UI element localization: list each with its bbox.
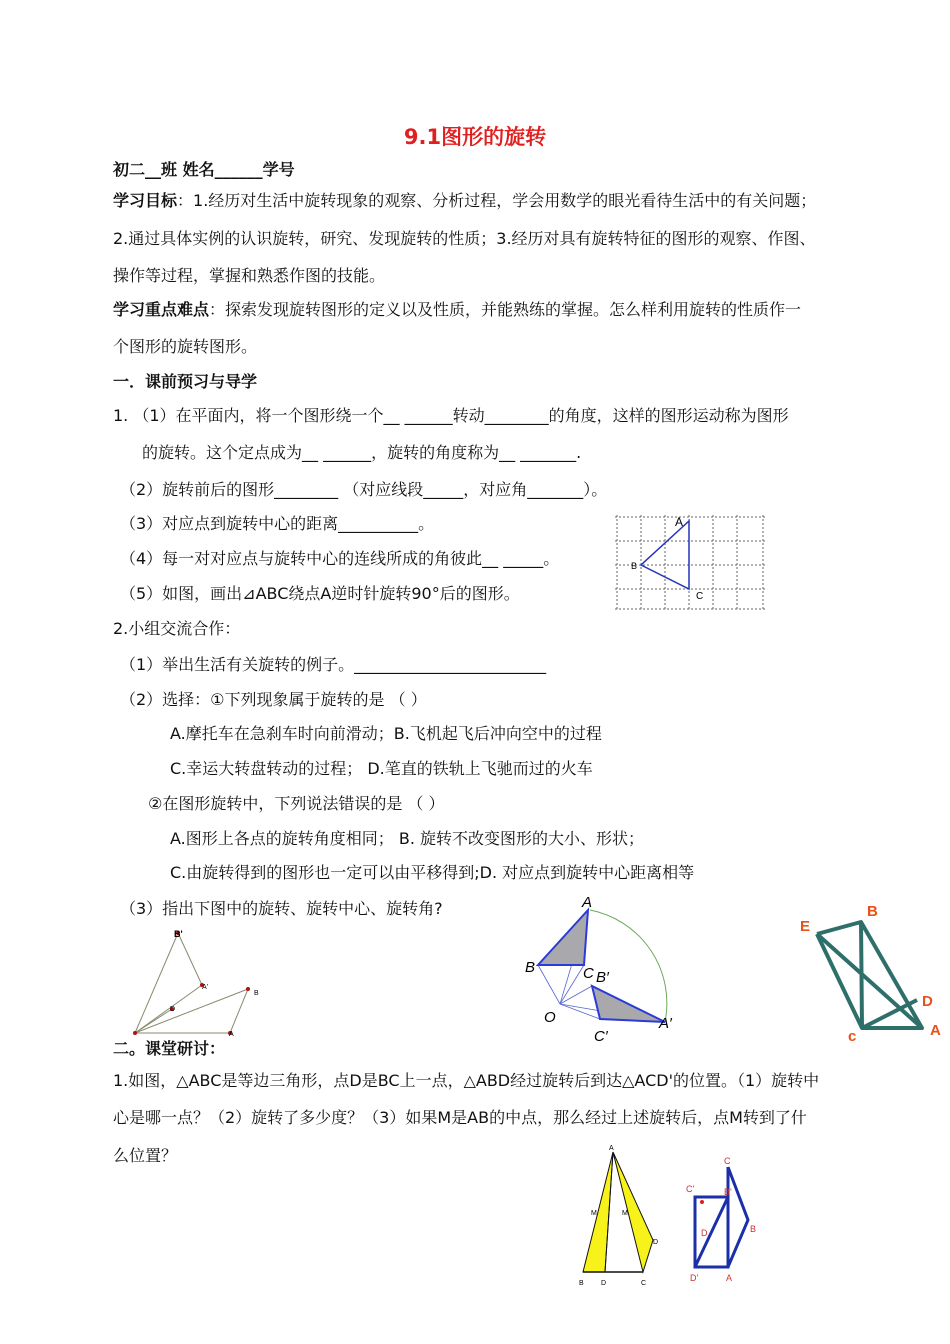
- fig1-label-b: B: [254, 990, 259, 997]
- fig3-label-c: c: [848, 1028, 857, 1045]
- q2-2b: ②在图形旋转中，下列说法错误的是 （ ）: [148, 794, 445, 813]
- q1-4: （4）每一对对应点与旋转中心的连线所成的角彼此__ _____。: [120, 549, 560, 568]
- q2-heading: 2.小组交流合作：: [113, 619, 241, 638]
- fig4-label-c: C: [641, 1280, 647, 1287]
- objectives-line-2: 2.通过具体实例的认识旋转，研究、发现旋转的性质；3.经历对具有旋转特征的图形的观察、作图、: [113, 229, 816, 248]
- fig1-label-a: A: [229, 1031, 234, 1038]
- q1-2: （2）旋转前后的图形________ （对应线段_____，对应角_______）。: [120, 480, 608, 499]
- fig3-label-e: E: [800, 918, 811, 935]
- q2-1: （1）举出生活有关旋转的例子。________________________: [120, 655, 547, 674]
- figure-2-rotation-arc: [520, 890, 690, 1045]
- key-points-label: 学习重点难点: [113, 300, 210, 319]
- objectives-text-1: ：1.经历对生活中旋转现象的观察、分析过程，学会用数学的眼光看待生活中的有关问题；: [177, 191, 817, 210]
- objectives-line-1: [113, 190, 816, 212]
- q2-2-options-ab: A.摩托车在急刹车时向前滑动；B.飞机起飞后冲向空中的过程: [170, 724, 602, 743]
- q1-3: （3）对应点到旋转中心的距离__________。: [120, 514, 435, 533]
- key-points-text-1: ：探索发现旋转图形的定义以及性质，并能熟练的掌握。怎么样利用旋转的性质作一: [209, 300, 802, 319]
- q1-line-2: 的旋转。这个定点成为__ ______，旋转的角度称为__ _______.: [142, 443, 582, 462]
- fig4-label-m2: M: [622, 1210, 628, 1217]
- fig5-label-c: C: [724, 1156, 731, 1166]
- key-points-line-1: [113, 299, 801, 321]
- fig2-label-o: O: [544, 1009, 556, 1026]
- fig2-label-b1: B′: [596, 969, 609, 986]
- q1-line-1: 1. （1）在平面内，将一个图形绕一个__ ______转动________的角度，这样的图形运动称为图形: [113, 406, 789, 425]
- fig4-label-a: A: [609, 1145, 614, 1152]
- fig3-label-b: B: [867, 903, 878, 920]
- fig5-label-a: A: [726, 1273, 733, 1283]
- figure-5-blue-square: [680, 1150, 770, 1290]
- fig2-label-a: A: [582, 894, 593, 911]
- fig2-label-c: C: [583, 965, 594, 982]
- figure-3-teal-triangles: [795, 900, 945, 1045]
- fig5-label-d: D: [701, 1228, 708, 1238]
- fig5-label-b: B: [750, 1224, 757, 1234]
- fig5-label-d1: D': [690, 1273, 699, 1283]
- q2-2b-options-ab: A.图形上各点的旋转角度相同； B. 旋转不改变图形的大小、形状；: [170, 829, 644, 848]
- q2-3: （3）指出下图中的旋转、旋转中心、旋转角?: [120, 899, 443, 918]
- fig5-label-b1: B': [724, 1187, 732, 1197]
- figure-4-yellow-triangles: [575, 1140, 665, 1292]
- fig4-triangle-acd: [613, 1152, 653, 1272]
- grid-label-a: A: [675, 515, 684, 529]
- fig4-label-d2: D: [653, 1239, 659, 1246]
- q2-2b-options-cd: C.由旋转得到的图形也一定可以由平移得到;D. 对应点到旋转中心距离相等: [170, 863, 695, 882]
- fig5-label-c1: C': [686, 1184, 695, 1194]
- section2-line-2: 心是哪一点？（2）旋转了多少度？（3）如果M是AB的中点，那么经过上述旋转后，点M转到了什: [113, 1108, 807, 1127]
- class-name-line: 初二__班 姓名______学号: [113, 160, 295, 179]
- fig3-label-a: A: [930, 1022, 941, 1039]
- section2-heading: 二。课堂研讨：: [113, 1039, 226, 1058]
- fig2-label-b: B: [525, 959, 536, 976]
- fig2-label-c1: C′: [594, 1028, 608, 1045]
- grid-label-c: C: [696, 591, 704, 602]
- fig4-label-m: M: [591, 1210, 597, 1217]
- fig1-label-b1: B': [174, 929, 183, 939]
- q2-2: （2）选择：①下列现象属于旋转的是 （ ）: [120, 690, 427, 709]
- fig2-label-a1: A′: [659, 1015, 672, 1032]
- objectives-line-3: 操作等过程，掌握和熟悉作图的技能。: [113, 266, 386, 285]
- fig2-triangle-abc: [538, 910, 588, 965]
- key-points-line-2: 个图形的旋转图形。: [113, 337, 258, 356]
- fig1-label-d: D: [170, 1006, 176, 1013]
- fig4-label-d: D: [601, 1280, 607, 1287]
- page-title: 9.1图形的旋转: [403, 125, 547, 149]
- fig1-label-a1: A': [202, 984, 209, 991]
- objectives-label: 学习目标: [113, 191, 178, 210]
- q2-2-options-cd: C.幸运大转盘转动的过程； D.笔直的铁轨上飞驰而过的火车: [170, 759, 593, 778]
- grid-triangle-figure: [615, 515, 765, 611]
- grid-label-b: B: [631, 561, 638, 571]
- fig2-triangle-rotated: [592, 986, 665, 1022]
- section2-line-1: 1.如图，△ABC是等边三角形，点D是BC上一点，△ABD经过旋转后到达△ACD'的位置。（1）旋转中: [113, 1071, 820, 1090]
- fig3-label-d: D: [922, 993, 933, 1010]
- section1-heading: 一．课前预习与导学: [113, 372, 258, 391]
- fig4-label-b: B: [579, 1280, 584, 1287]
- q1-5: （5）如图，画出⊿ABC绕点A逆时针旋转90°后的图形。: [120, 584, 520, 603]
- figure-1-rotated-triangles: [120, 925, 280, 1040]
- section2-line-3: 么位置？: [113, 1146, 178, 1165]
